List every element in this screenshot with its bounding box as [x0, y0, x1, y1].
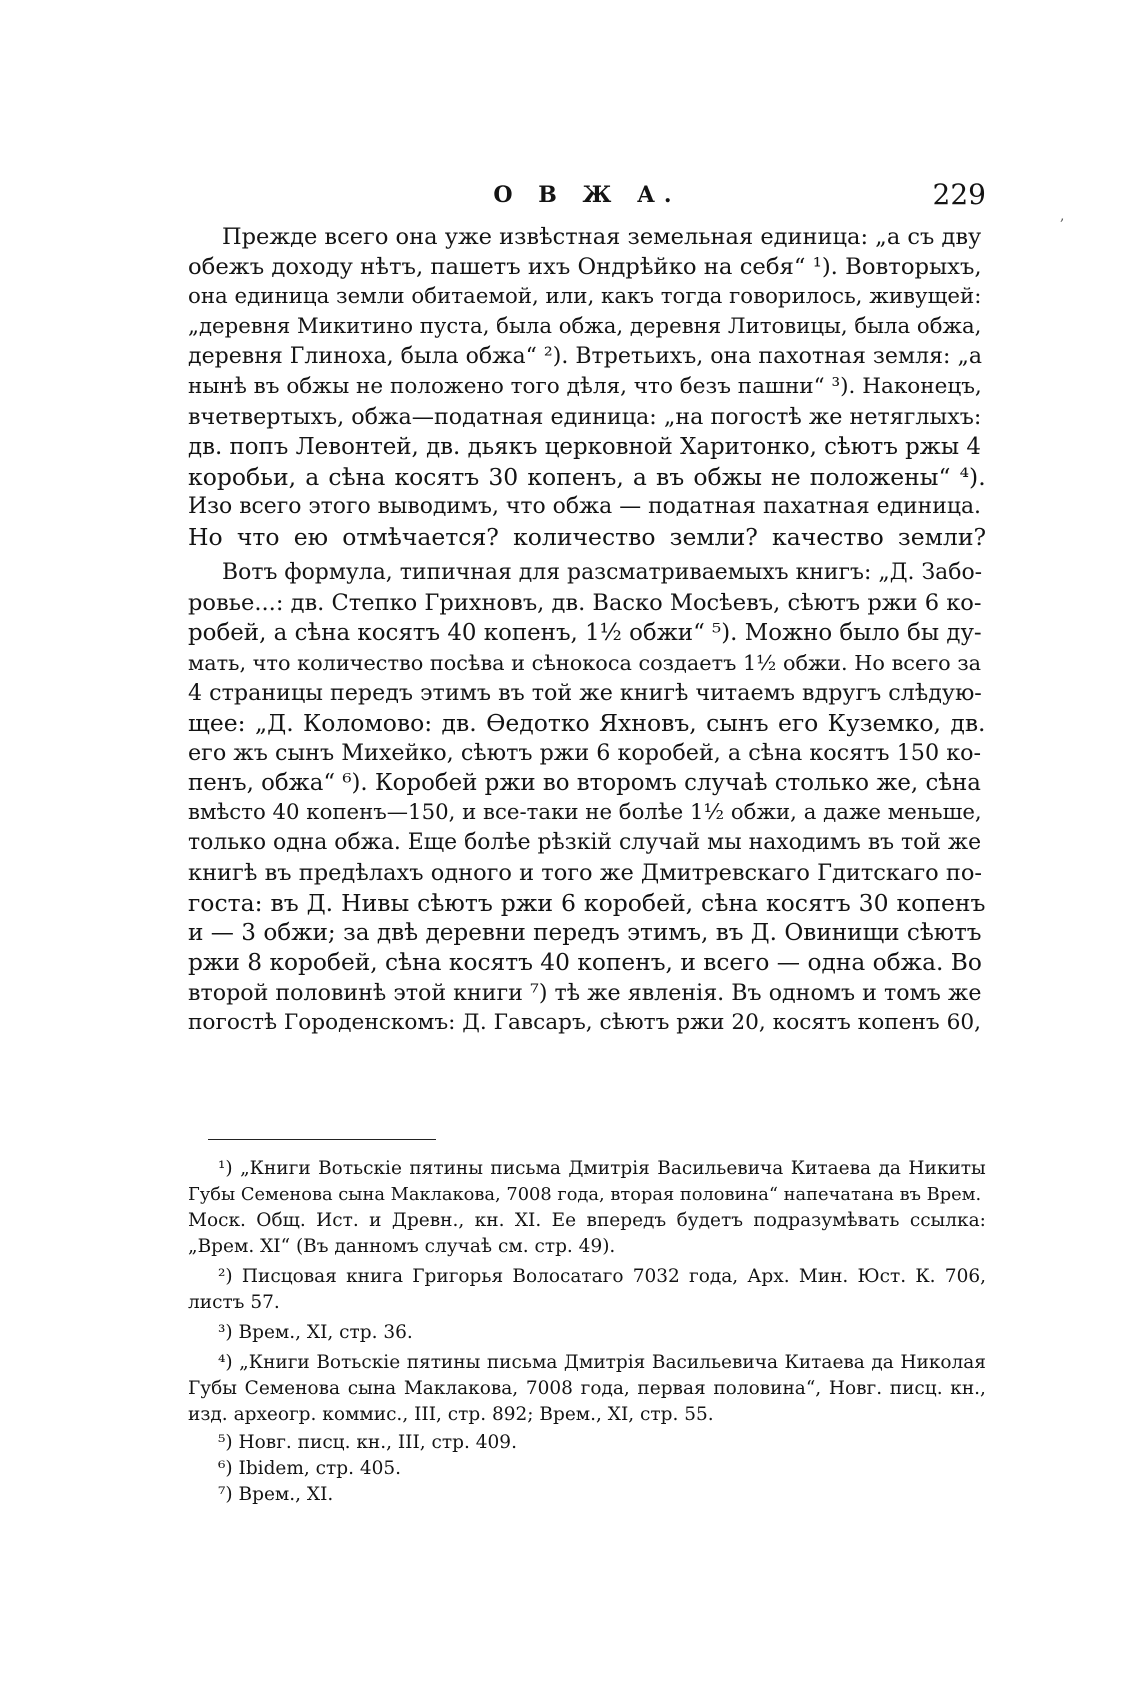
text-line: ровье...: дв. Степко Грихновъ, дв. Васко Мосѣевъ, сѣютъ ржи 6 ко- [188, 590, 982, 616]
text-line: коробьи, а сѣна косятъ 30 копенъ, а въ обжы не положены“ ⁴). [188, 463, 986, 491]
text-line: щее: „Д. Коломово: дв. Ѳедотко Яхновъ, сынъ его Куземко, дв. [188, 709, 986, 737]
footnote-line: ¹) „Книги Вотьскіе пятины письма Дмитрія Васильевича Китаева да Никиты [218, 1158, 986, 1179]
text-line: вмѣсто 40 копенъ—150, и все-таки не болѣе 1½ обжи, а даже меньше, [188, 800, 982, 825]
footnote-line: ⁶) Ibidem, стр. 405. [218, 1458, 402, 1479]
text-line: ржи 8 коробей, сѣна косятъ 40 копенъ, и всего — одна обжа. Во [188, 949, 982, 976]
text-line: книгѣ въ предѣлахъ одного и того же Дмитревскаго Гдитскаго по- [188, 860, 983, 886]
text-line: деревня Глиноха, была обжа“ ²). Втретьихъ, она пахотная земля: „а [188, 344, 983, 369]
text-line: робей, а сѣна косятъ 40 копенъ, 1½ обжи“ ⁵). Можно было бы ду- [188, 620, 982, 646]
footnote-line: ⁵) Новг. писц. кн., III, стр. 409. [218, 1432, 517, 1453]
footnote-line: листъ 57. [188, 1292, 280, 1313]
footnote-line: ⁷) Врем., XI. [218, 1484, 334, 1505]
footnote-line: Губы Семенова сына Маклакова, 7008 года, вторая половина“ напечатана въ Врем. [188, 1184, 982, 1205]
text-line: и — 3 обжи; за двѣ деревни передъ этимъ, въ Д. Овинищи сѣютъ [188, 920, 982, 946]
footnote-line: ⁴) „Книги Вотьскіе пятины письма Дмитрія Васильевича Китаева да Николая [218, 1352, 986, 1373]
text-line: пенъ, обжа“ ⁶). Коробей ржи во второмъ случаѣ столько же, сѣна [188, 770, 981, 796]
text-line: дв. попъ Левонтей, дв. дьякъ церковной Харитонко, сѣютъ ржы 4 [188, 434, 981, 460]
text-line: Но что ею отмѣчается? количество земли? качество земли? [188, 523, 987, 551]
running-title: О В Ж А. [493, 182, 681, 208]
text-line: обежъ доходу нѣтъ, пашетъ ихъ Ондрѣйко на себя“ ¹). Вовторыхъ, [188, 254, 982, 280]
footnote-line: изд. археогр. коммис., III, стр. 892; Врем., XI, стр. 55. [188, 1404, 714, 1425]
text-line: его жъ сынъ Михейко, сѣютъ ржи 6 коробей, а сѣна косятъ 150 ко- [188, 740, 982, 766]
text-line: второй половинѣ этой книги ⁷) тѣ же явленія. Въ одномъ и томъ же [188, 980, 982, 1006]
text-line: госта: въ Д. Нивы сѣютъ ржи 6 коробей, сѣна косятъ 30 копенъ [188, 889, 986, 917]
footnote-line: Моск. Общ. Ист. и Древн., кн. XI. Ее впередъ будетъ подразумѣвать ссылка: [188, 1210, 986, 1231]
text-line: только одна обжа. Еще болѣе рѣзкій случай мы находимъ въ той же [188, 830, 982, 855]
footnote-line: ³) Врем., XI, стр. 36. [218, 1322, 413, 1343]
text-line: вчетвертыхъ, обжа—податная единица: „на погостѣ же нетяглыхъ: [188, 404, 982, 430]
text-line: мать, что количество посѣва и сѣнокоса создаетъ 1½ обжи. Но всего за [188, 651, 982, 675]
page-header [188, 178, 986, 220]
footnote-line: ²) Писцовая книга Григорья Волосатаго 7032 года, Арх. Мин. Юст. К. 706, [218, 1266, 986, 1287]
text-line: Прежде всего она уже извѣстная земельная единица: „а съ дву [222, 224, 982, 250]
text-line: Вотъ формула, типичная для разсматриваемыхъ книгъ: „Д. Забо- [222, 560, 983, 585]
footnote-line: „Врем. XI“ (Въ данномъ случаѣ см. стр. 49). [188, 1236, 616, 1257]
margin-mark: , [1060, 208, 1065, 224]
footnote-divider [208, 1139, 436, 1140]
page-number: 229 [932, 178, 986, 211]
footnote-line: Губы Семенова сына Маклакова, 7008 года, первая половина“, Новг. писц. кн., [188, 1378, 986, 1399]
text-line: она единица земли обитаемой, или, какъ тогда говорилось, живущей: [188, 284, 982, 309]
text-line: „деревня Микитино пуста, была обжа, деревня Литовицы, была обжа, [188, 314, 982, 339]
text-line: Изо всего этого выводимъ, что обжа — податная пахатная единица. [188, 494, 981, 519]
text-line: 4 страницы передъ этимъ въ той же книгѣ читаемъ вдругъ слѣдую- [188, 680, 982, 706]
text-line: погостѣ Городенскомъ: Д. Гавсаръ, сѣютъ ржи 20, косятъ копенъ 60, [188, 1010, 982, 1035]
text-line: нынѣ въ обжы не положено того дѣля, что безъ пашни“ ³). Наконецъ, [188, 374, 982, 399]
